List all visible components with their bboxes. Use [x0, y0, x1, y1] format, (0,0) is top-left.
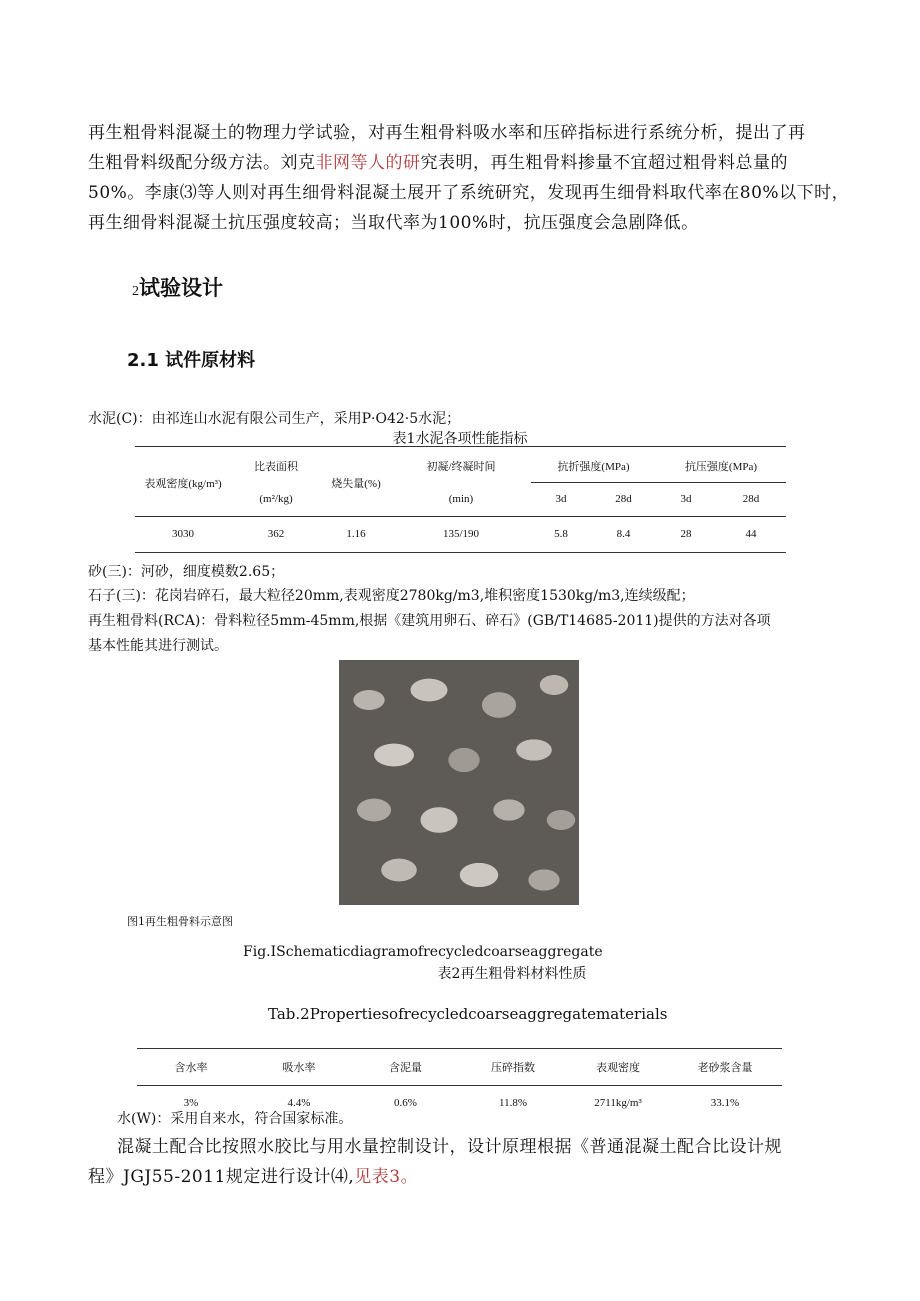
- design-paragraph-cont: [88, 1162, 418, 1192]
- rca-line-1: 再生粗骨料(RCA)：骨料粒径5mm-45mm,根据《建筑用卵石、碎石》(GB/T14685-2011)提供的方法对各项: [88, 613, 771, 629]
- table2-header: 含泥量: [389, 1062, 422, 1074]
- table1-caption: 表1水泥各项性能指标: [392, 431, 528, 447]
- figure-caption-en: Fig.ISchematicdiagramofrecycledcoarseaggregate: [243, 944, 603, 960]
- table1-cell: 28: [680, 528, 692, 540]
- table1-cell: 1.16: [346, 528, 366, 540]
- table2-cell: 11.8%: [498, 1097, 527, 1109]
- design-line-2: 程》JGJ55-2011规定进行设计⑷,见表3。: [88, 1167, 419, 1187]
- sand-line: 砂(三)：河砂，细度模数2.65；: [88, 564, 285, 580]
- table1-cell: 5.8: [554, 528, 568, 540]
- table2-caption-en: Tab.2Propertiesofrecycledcoarseaggregatematerials: [268, 1005, 668, 1023]
- section-title: 试验设计: [139, 276, 223, 300]
- table2-header: 表观密度: [596, 1062, 640, 1074]
- table2-top-rule: [137, 1048, 782, 1049]
- table2-cell: 2711kg/m³: [594, 1097, 642, 1109]
- table1-header-density: 表观密度(kg/m³): [144, 478, 222, 490]
- intro-line-2: 生粗骨料级配分级方法。刘克非网等人的研究表明，再生粗骨料掺量不宜超过粗骨料总量的: [88, 153, 788, 173]
- table1-header-setting-unit: (min): [448, 493, 474, 505]
- intro-line-1: 再生粗骨料混凝土的物理力学试验，对再生粗骨料吸水率和压碎指标进行系统分析，提出了再: [88, 123, 806, 143]
- rca-line-2: 基本性能其进行测试。: [88, 638, 228, 654]
- design-line-1: 混凝土配合比按照水胶比与用水量控制设计，设计原理根据《普通混凝土配合比设计规: [117, 1137, 782, 1157]
- table1-header-setting: 初凝/终凝时间: [426, 461, 496, 473]
- table2-header: 吸水率: [282, 1062, 316, 1074]
- design-paragraph: [117, 1132, 782, 1162]
- table1-header-comp: 抗压强度(MPa): [684, 461, 758, 473]
- table2-cell: 4.4%: [287, 1097, 311, 1109]
- table1-header-area-unit: (m²/kg): [259, 493, 293, 505]
- intro-paragraph: [88, 118, 849, 238]
- table1-bottom-rule: [135, 552, 786, 553]
- water-line: 水(W)：采用自来水，符合国家标准。: [117, 1111, 353, 1127]
- table1-header-3d: 3d: [555, 493, 567, 505]
- recycled-aggregate-photo: [339, 660, 579, 905]
- table2-caption-cn: 表2再生粗骨料材料性质: [437, 966, 587, 982]
- table2-cell: 0.6%: [394, 1097, 417, 1109]
- section-heading: [132, 272, 223, 302]
- subsection-heading: 2.1 试件原材料: [127, 350, 256, 371]
- table-row: [135, 516, 786, 552]
- intro-line-4: 再生细骨料混凝土抗压强度较高；当取代率为100%时，抗压强度会急剧降低。: [88, 213, 699, 233]
- table1-header-3d: 3d: [680, 493, 692, 505]
- table1-cell: 135/190: [442, 528, 480, 540]
- stone-line: 石子(三)：花岗岩碎石，最大粒径20mm,表观密度2780kg/m3,堆积密度1530kg/m3,连续级配；: [88, 588, 695, 604]
- table1-cell: 362: [267, 528, 285, 540]
- table2-header: 压碎指数: [491, 1062, 535, 1074]
- cement-line: 水泥(C)：由祁连山水泥有限公司生产，采用P·O42·5水泥；: [88, 411, 461, 427]
- table1-cell: 8.4: [616, 528, 631, 540]
- table1-header-28d: 28d: [615, 493, 632, 505]
- table1-header-flex: 抗折强度(MPa): [557, 461, 630, 473]
- citation-link[interactable]: 非网等人的研: [315, 153, 421, 173]
- table1-cell: 44: [745, 528, 757, 540]
- table2-cell: 33.1%: [710, 1097, 740, 1109]
- table1-header-loss: 烧失量(%): [331, 478, 381, 490]
- table2-cell: 3%: [183, 1097, 199, 1109]
- table1-header-28d: 28d: [742, 493, 760, 505]
- table1: [135, 450, 786, 552]
- section-number: 2: [132, 284, 139, 299]
- table1-top-rule: [135, 446, 786, 447]
- table2-header: 含水率: [174, 1062, 208, 1074]
- figure-caption-cn: 图1再生粗骨料示意图: [127, 915, 233, 928]
- table2-header: 老砂浆含量: [697, 1062, 753, 1074]
- intro-line-3: 50%。李康⑶等人则对再生细骨料混凝土展开了系统研究，发现再生细骨料取代率在80%以下时，: [88, 183, 850, 203]
- table1-header-area: 比表面积: [254, 461, 298, 473]
- table3-link[interactable]: 见表3。: [354, 1167, 419, 1187]
- table1-cell: 3030: [172, 528, 194, 540]
